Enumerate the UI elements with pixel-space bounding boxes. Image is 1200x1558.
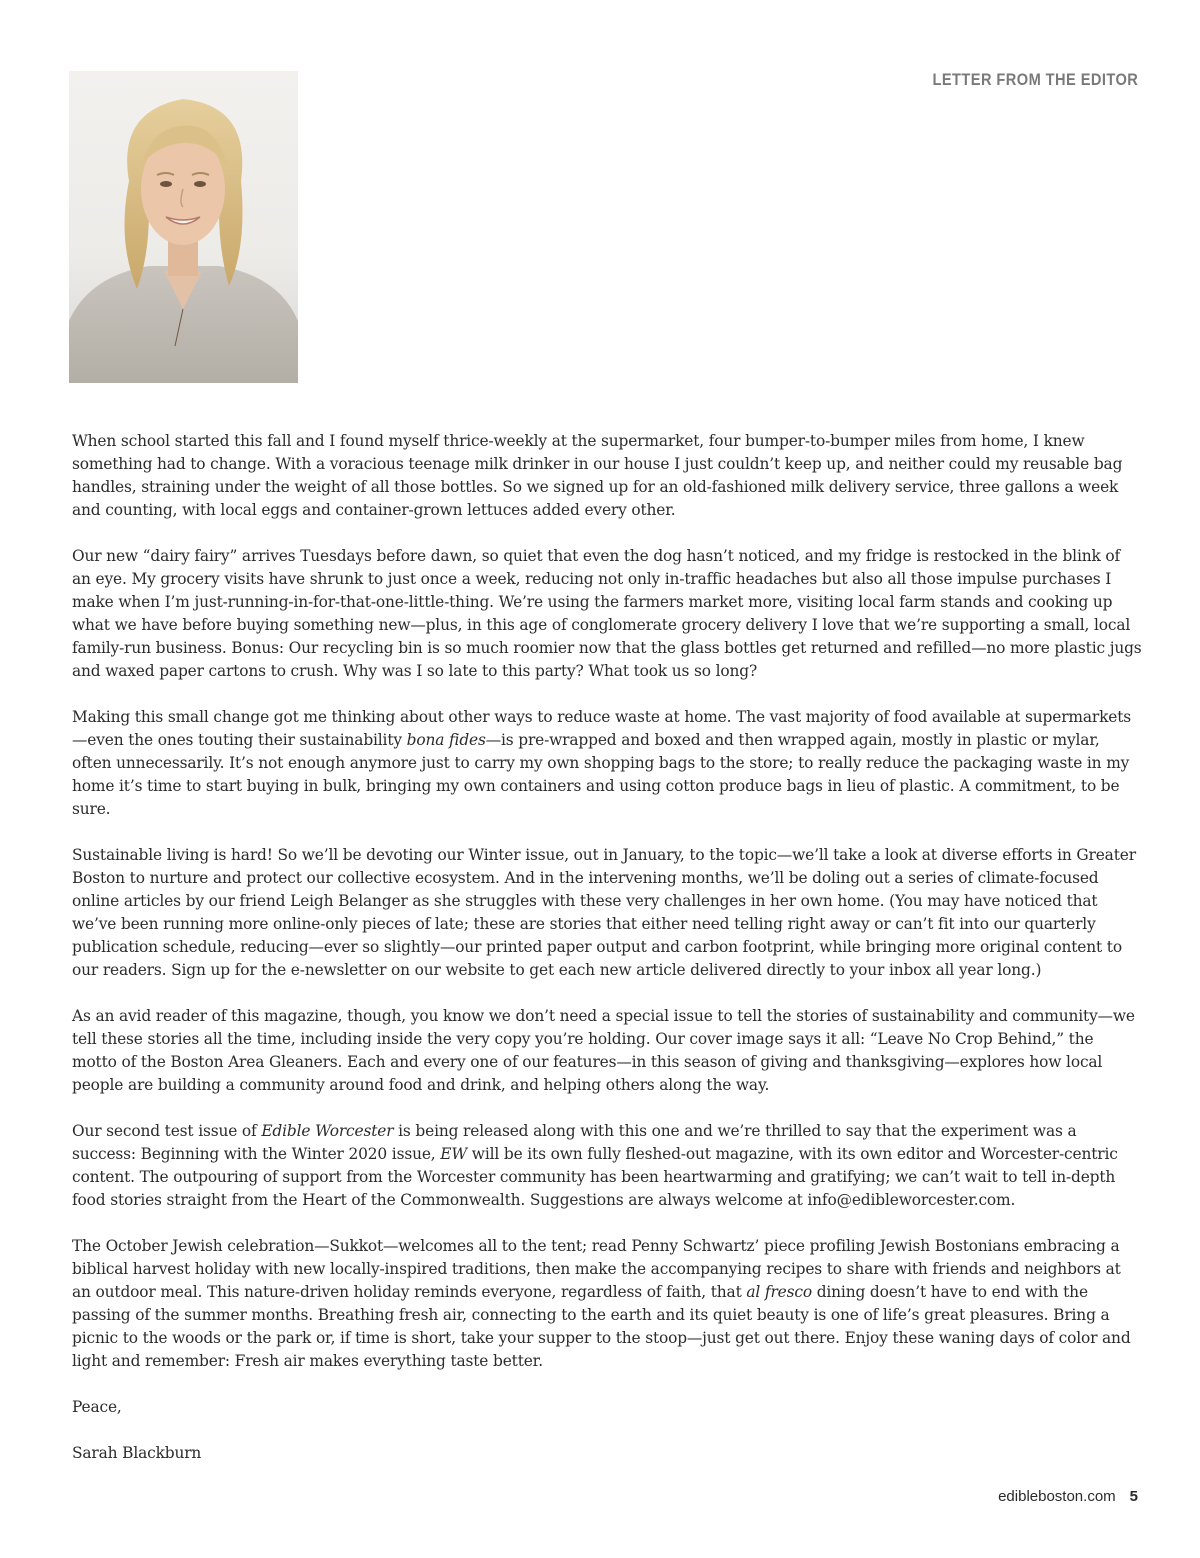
paragraph: Our new “dairy fairy” arrives Tuesdays before dawn, so quiet that even the dog hasn’t noticed, and my fridge is restocked in the blink of an eye. My grocery visits have shrunk to just once a week, reducing not only in-traffic headaches but also all those impulse purchases I make when I’m just-running-in-for-that-one-little-thing. We’re using the farmers market more, visiting local farm stands and cooking up what we have before buying something new—plus, in this age of conglomerate grocery delivery I love that we’re supporting a small, local family-run business. Bonus: Our recycling bin is so much roomier now that the glass bottles get returned and refilled—no more plastic jugs and waxed paper cartons to crush. Why was I so late to this party? What took us so long? <box>72 547 1142 680</box>
site-url: edibleboston.com <box>998 1488 1116 1505</box>
paragraph: The October Jewish celebration—Sukkot—welcomes all to the tent; read Penny Schwartz’ piece profiling Jewish Bostonians embracing a biblical harvest holiday with new locally-inspired traditions, then make the accompanying recipes to share with friends and neighbors at an outdoor meal. This nature-driven holiday reminds everyone, regardless of faith, that al fresco dining doesn’t have to end with the passing of the summer months. Breathing fresh air, connecting to the earth and its quiet beauty is one of life’s great pleasures. Bring a picnic to the woods or the park or, if time is short, take your supper to the stoop—just get out there. Enjoy these waning days of color and light and remember: Fresh air makes everything taste better. <box>72 1237 1131 1370</box>
italic-term: al fresco <box>746 1283 812 1301</box>
italic-term: bona fides <box>406 731 486 749</box>
section-label: LETTER FROM THE EDITOR <box>932 70 1138 89</box>
paragraph: Making this small change got me thinking about other ways to reduce waste at home. The vast majority of food available at supermarkets—even the ones touting their sustainability bona fides—is pre-wrapped and boxed and then wrapped again, mostly in plastic or mylar, often unnecessarily. It’s not enough anymore just to carry my own shopping bags to the store; to really reduce the packaging waste in my home it’s time to start buying in bulk, bringing my own containers and using cotton produce bags in lieu of plastic. A commitment, to be sure. <box>72 708 1132 818</box>
letter-body <box>72 430 1142 1488</box>
paragraph: As an avid reader of this magazine, though, you know we don’t need a special issue to tell the stories of sustainability and community—we tell these stories all the time, including inside the very copy you’re holding. Our cover image says it all: “Leave No Crop Behind,” the motto of the Boston Area Gleaners. Each and every one of our features—in this season of giving and thanksgiving—explores how local people are building a community around food and drink, and helping others along the way. <box>72 1007 1135 1094</box>
paragraph: When school started this fall and I found myself thrice-weekly at the supermarket, four bumper-to-bumper miles from home, I knew something had to change. With a voracious teenage milk drinker in our house I just couldn’t keep up, and neither could my reusable bag handles, straining under the weight of all those bottles. So we signed up for an old-fashioned milk delivery service, three gallons a week and counting, with local eggs and container-grown lettuces added every other. <box>72 432 1123 519</box>
editor-portrait <box>69 71 298 383</box>
page-number: 5 <box>1129 1488 1138 1505</box>
italic-term: EW <box>440 1145 468 1163</box>
page-footer <box>998 1488 1138 1505</box>
paragraph: Sustainable living is hard! So we’ll be devoting our Winter issue, out in January, to the topic—we’ll take a look at diverse efforts in Greater Boston to nurture and protect our collective ecosystem. And in the intervening months, we’ll be doling out a series of climate-focused online articles by our friend Leigh Belanger as she struggles with these very challenges in her own home. (You may have noticed that we’ve been running more online-only pieces of late; these are stories that either need telling right away or can’t fit into our quarterly publication schedule, reducing—ever so slightly—our printed paper output and carbon footprint, while bringing more original content to our readers. Sign up for the e-newsletter on our website to get each new article delivered directly to your inbox all year long.) <box>72 846 1136 979</box>
paragraph: Our second test issue of Edible Worcester is being released along with this one and we’re thrilled to say that the experiment was a success: Beginning with the Winter 2020 issue, EW will be its own fully fleshed-out magazine, with its own editor and Worcester-centric content. The outpouring of support from the Worcester community has been heartwarming and gratifying; we can’t wait to tell in-depth food stories straight from the Heart of the Commonwealth. Suggestions are always welcome at info@edibleworcester.com. <box>72 1122 1118 1209</box>
signature: Sarah Blackburn <box>72 1444 202 1462</box>
italic-term: Edible Worcester <box>261 1122 394 1140</box>
closing: Peace, <box>72 1398 122 1416</box>
